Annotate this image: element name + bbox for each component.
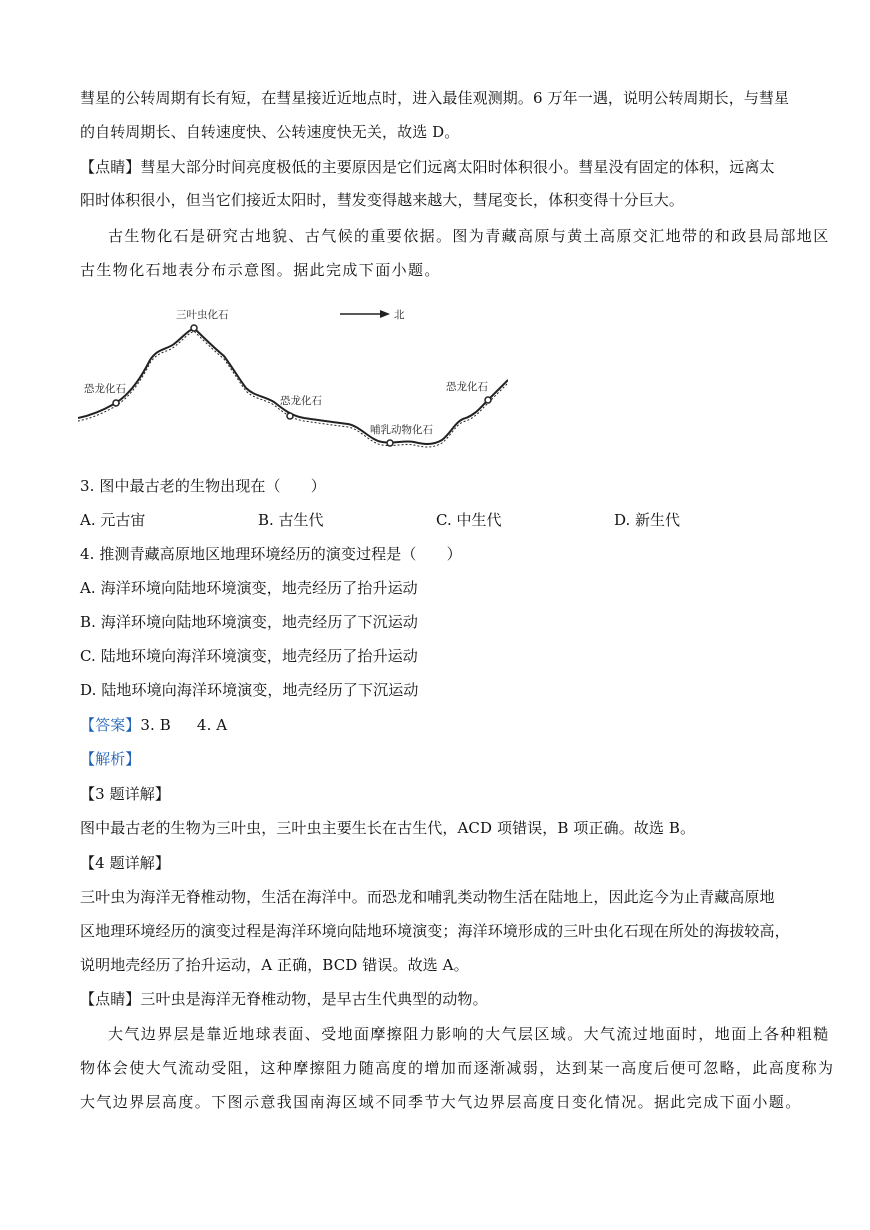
tip-line <box>80 989 488 1009</box>
north-label: 北 <box>394 309 405 321</box>
tip-tag: 【点睛】 <box>80 158 141 176</box>
label-dinosaur-1: 恐龙化石 <box>84 383 126 395</box>
label-dinosaur-2: 恐龙化石 <box>280 395 322 407</box>
analysis-tag: 【解析】 <box>80 750 141 768</box>
q3-option-b: B. 古生代 <box>258 511 324 529</box>
label-trilobite: 三叶虫化石 <box>176 309 229 321</box>
tip-text: 彗星大部分时间亮度极低的主要原因是它们远离太阳时体积很小。彗星没有固定的体积，远离太 <box>140 158 775 176</box>
label-mammal: 哺乳动物化石 <box>370 424 433 436</box>
detail-4-line: 区地理环境经历的演变过程是海洋环境向陆地环境演变；海洋环境形成的三叶虫化石现在所处的海拔较高， <box>80 922 790 940</box>
paragraph-line: 的自转周期长、自转速度快、公转速度快无关，故选 D。 <box>80 123 460 141</box>
fossil-marker-dinosaur-1 <box>113 400 119 406</box>
q4-option-b: B. 海洋环境向陆地环境演变，地壳经历了下沉运动 <box>80 613 418 631</box>
paragraph-line: 阳时体积很小，但当它们接近太阳时，彗发变得越来越大，彗尾变长，体积变得十分巨大。 <box>80 191 685 209</box>
detail-3-text: 图中最古老的生物为三叶虫，三叶虫主要生长在古生代，ACD 项错误，B 项正确。故选 B。 <box>80 819 696 837</box>
tip-tag: 【点睛】 <box>80 990 141 1008</box>
answer-3: 3. B <box>140 716 171 734</box>
material-intro-line: 古生物化石地表分布示意图。据此完成下面小题。 <box>80 261 441 279</box>
north-arrow-head <box>380 310 390 318</box>
detail-4-tag: 【4 题详解】 <box>80 854 171 872</box>
material-intro-line: 大气边界层高度。下图示意我国南海区域不同季节大气边界层高度日变化情况。据此完成下面小题。 <box>80 1093 802 1111</box>
fossil-distribution-diagram <box>78 300 508 460</box>
q3-option-c: C. 中生代 <box>436 511 502 529</box>
terrain-hatching <box>78 331 508 447</box>
q4-option-a: A. 海洋环境向陆地环境演变，地壳经历了抬升运动 <box>80 579 418 597</box>
question-3: 3. 图中最古老的生物出现在（ ） <box>80 477 326 495</box>
detail-3-tag: 【3 题详解】 <box>80 785 171 803</box>
terrain-profile <box>78 328 508 444</box>
fossil-marker-mammal <box>387 440 393 446</box>
question-4: 4. 推测青藏高原地区地理环境经历的演变过程是（ ） <box>80 545 462 563</box>
answer-line <box>80 715 227 735</box>
label-dinosaur-3: 恐龙化石 <box>446 381 488 393</box>
q4-option-c: C. 陆地环境向海洋环境演变，地壳经历了抬升运动 <box>80 647 418 665</box>
detail-4-line: 说明地壳经历了抬升运动，A 正确，BCD 错误。故选 A。 <box>80 956 469 974</box>
paragraph-line: 彗星的公转周期有长有短，在彗星接近近地点时，进入最佳观测期。6 万年一遇，说明公转周期长，与彗星 <box>80 89 790 107</box>
tip-paragraph <box>80 157 775 177</box>
detail-4-line: 三叶虫为海洋无脊椎动物，生活在海洋中。而恐龙和哺乳类动物生活在陆地上，因此迄今为止青藏高原地 <box>80 888 775 906</box>
answer-4: 4. A <box>196 716 228 734</box>
fossil-marker-dinosaur-3 <box>485 397 491 403</box>
q3-option-d: D. 新生代 <box>614 511 681 529</box>
answer-tag: 【答案】 <box>80 716 141 734</box>
q4-option-d: D. 陆地环境向海洋环境演变，地壳经历了下沉运动 <box>80 681 419 699</box>
material-intro-line: 古生物化石是研究古地貌、古气候的重要依据。图为青藏高原与黄土高原交汇地带的和政县局部地区 <box>108 227 830 245</box>
material-intro-line: 物体会使大气流动受阻，这种摩擦阻力随高度的增加而逐渐减弱，达到某一高度后便可忽略，此高度称为 <box>80 1059 835 1077</box>
fossil-marker-dinosaur-2 <box>287 413 293 419</box>
tip-text: 三叶虫是海洋无脊椎动物，是早古生代典型的动物。 <box>140 990 488 1008</box>
material-intro-line: 大气边界层是靠近地球表面、受地面摩擦阻力影响的大气层区域。大气流过地面时，地面上各种粗糙 <box>108 1025 830 1043</box>
fossil-marker-trilobite <box>191 325 197 331</box>
q3-option-a: A. 元古宙 <box>80 511 146 529</box>
